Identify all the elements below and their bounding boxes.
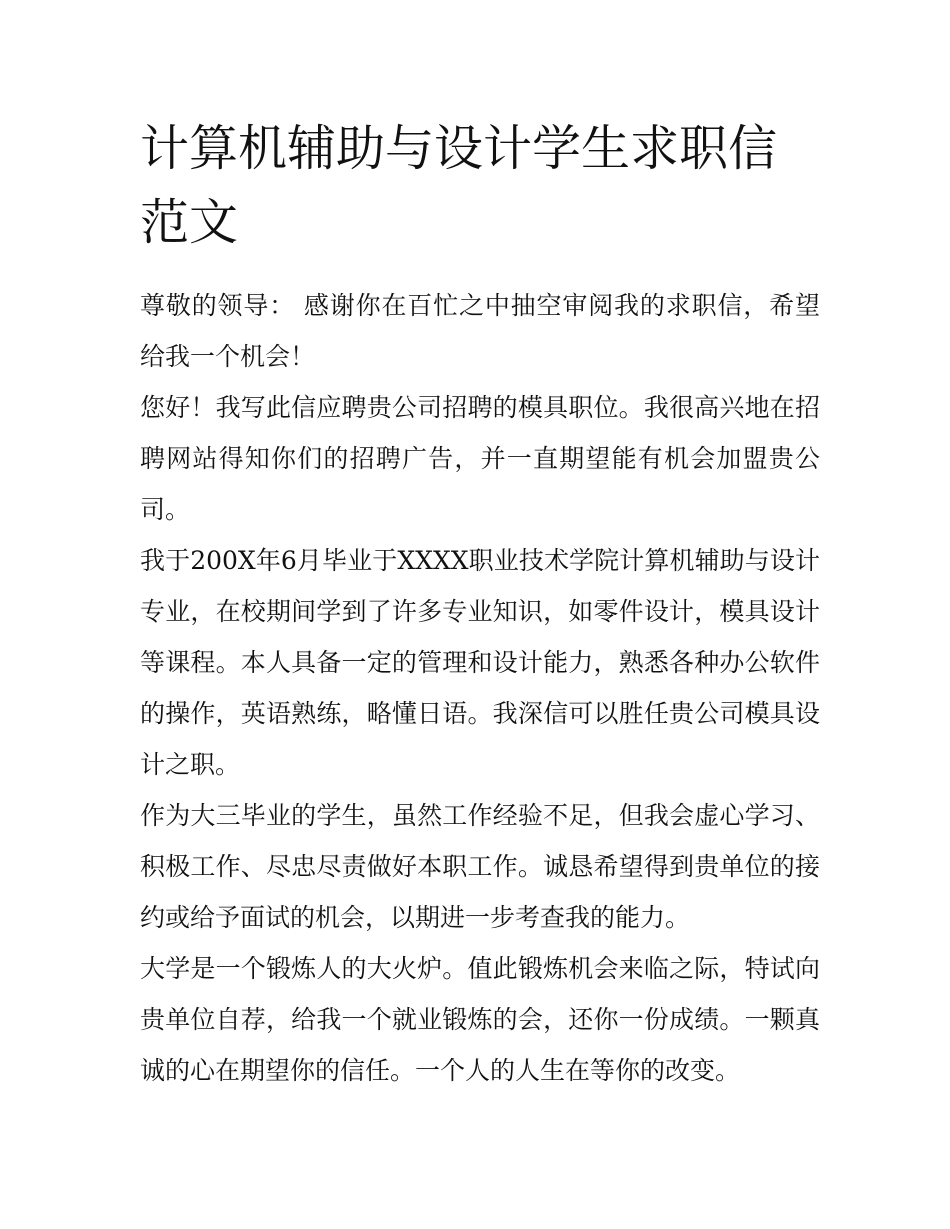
paragraph-closing: 大学是一个锻炼人的大火炉。值此锻炼机会来临之际，特试向贵单位自荐，给我一个就业锻炼的会，还你一份成绩。一颗真诚的心在期望你的信任。一个人的人生在等你的改变。 xyxy=(140,954,820,1085)
paragraph-attitude: 作为大三毕业的学生，虽然工作经验不足，但我会虚心学习、积极工作、尽忠尽责做好本职工作。诚恳希望得到贵单位的接约或给予面试的机会，以期进一步考查我的能力。 xyxy=(140,801,820,932)
document-body xyxy=(140,280,820,1096)
paragraph-intro: 您好！我写此信应聘贵公司招聘的模具职位。我很高兴地在招聘网站得知你们的招聘广告，并一直期望能有机会加盟贵公司。 xyxy=(140,393,820,524)
paragraph-greeting: 尊敬的领导： 感谢你在百忙之中抽空审阅我的求职信，希望给我一个机会！ xyxy=(140,291,820,371)
document-title: 计算机辅助与设计学生求职信范文 xyxy=(140,120,778,251)
paragraph-education: 我于200X年6月毕业于XXXX职业技术学院计算机辅助与设计专业，在校期间学到了许多专业知识，如零件设计，模具设计等课程。本人具备一定的管理和设计能力，熟悉各种办公软件的操作，英语熟练，略懂日语。我深信可以胜任贵公司模具设计之职。 xyxy=(140,546,820,779)
